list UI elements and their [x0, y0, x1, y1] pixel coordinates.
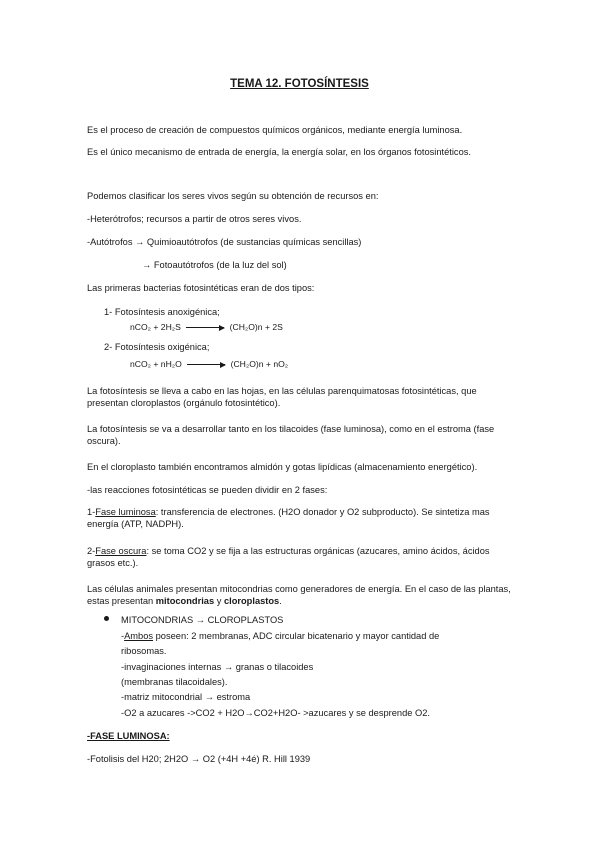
autotrofos-line: -Autótrofos → Quimioautótrofos (de sustancias químicas sencillas)	[87, 237, 362, 247]
heterotrofos-line: -Heterótrofos; recursos a partir de otros seres vivos.	[87, 214, 302, 224]
bullet-dot-icon	[104, 616, 109, 621]
bacteria-item-1: 1- Fotosíntesis anoxigénica;	[104, 307, 220, 317]
fotoautotrofos-line: → Fotoautótrofos (de la luz del sol)	[142, 260, 287, 270]
bullet-ambos-text: poseen: 2 membranas, ADC circular bicatenario y mayor cantidad de	[153, 631, 440, 641]
phase-luminosa	[87, 506, 517, 530]
bullet-ambos	[121, 630, 439, 642]
equation-1-products: (CH₂O)n + 2S	[229, 322, 283, 332]
paragraph-fases: -las reacciones fotosintéticas se pueden dividir en 2 fases:	[87, 485, 328, 495]
phase-1-label: Fase luminosa	[95, 507, 156, 517]
phase-1-text: : transferencia de electrones. (H2O donador y O2 subproducto). Se sintetiza mas energía (ATP, NADPH).	[87, 507, 490, 529]
phase-2-text: : se toma CO2 y se fija a las estructuras orgánicas (azucares, amino ácidos, ácidos grasos etc.).	[87, 546, 490, 568]
bullet-membranas: (membranas tilacoidales).	[121, 677, 228, 687]
phase-oscura	[87, 545, 517, 569]
intro-line-2: Es el único mecanismo de entrada de energía, la energía solar, en los órganos fotosintéticos.	[87, 147, 471, 157]
phase-2-label: Fase oscura	[95, 546, 147, 556]
fotolisis-line: -Fotolisis del H20; 2H2O → O2 (+4H +4é) R. Hill 1939	[87, 754, 311, 764]
equation-2-reactants: nCO₂ + nH₂O	[130, 359, 182, 369]
section-heading-fase-luminosa: -FASE LUMINOSA:	[87, 731, 170, 741]
reaction-arrow-icon	[186, 327, 224, 328]
animals-bold-cloroplastos: cloroplastos	[223, 596, 280, 606]
bullet-ribosomas: ribosomas.	[121, 646, 167, 656]
animals-mid: y	[214, 596, 224, 606]
animals-bold-mitocondrias: mitocondrias	[155, 596, 215, 606]
bullet-ambos-prefix: -	[121, 631, 125, 641]
phase-1-number: 1-	[87, 507, 96, 517]
bullet-azucares: -O2 a azucares ->CO2 + H2O→CO2+H2O- >azucares y se desprende O2.	[121, 708, 431, 718]
bullet-ambos-label: Ambos	[124, 631, 154, 641]
paragraph-animales	[87, 583, 517, 607]
equation-2-products: (CH₂O)n + nO₂	[230, 359, 289, 369]
page-title: TEMA 12. FOTOSÍNTESIS	[230, 78, 369, 90]
animals-text: Las células animales presentan mitocondrias como generadores de energía. En el caso de las plantas, estas presentan	[87, 584, 511, 606]
bullet-matriz: -matriz mitocondrial → estroma	[121, 692, 251, 702]
classify-lead: Podemos clasificar los seres vivos según su obtención de recursos en:	[87, 191, 379, 201]
reaction-arrow-icon	[187, 364, 225, 365]
animals-end: .	[279, 596, 282, 606]
paragraph-tilacoides: La fotosíntesis se va a desarrollar tanto en los tilacoides (fase luminosa), como en el estroma (fase oscura).	[87, 424, 495, 446]
bullet-invaginaciones: -invaginaciones internas → granas o tilacoides	[121, 662, 314, 672]
bacteria-lead: Las primeras bacterias fotosintéticas eran de dos tipos:	[87, 283, 315, 293]
paragraph-hojas: La fotosíntesis se lleva a cabo en las hojas, en las células parenquimatosas fotosintéticas, que presentan cloroplastos (orgánulo fotosintético).	[87, 386, 477, 408]
equation-anoxigenica	[130, 321, 283, 333]
intro-line-1: Es el proceso de creación de compuestos químicos orgánicos, mediante energía luminosa.	[87, 125, 463, 135]
paragraph-cloroplasto: En el cloroplasto también encontramos almidón y gotas lipídicas (almacenamiento energético).	[87, 462, 478, 472]
phase-2-number: 2-	[87, 546, 96, 556]
bullet-heading: MITOCONDRIAS → CLOROPLASTOS	[121, 615, 284, 625]
bacteria-item-2: 2- Fotosíntesis oxigénica;	[104, 342, 210, 352]
equation-oxigenica	[130, 358, 288, 370]
equation-1-reactants: nCO₂ + 2H₂S	[130, 322, 181, 332]
